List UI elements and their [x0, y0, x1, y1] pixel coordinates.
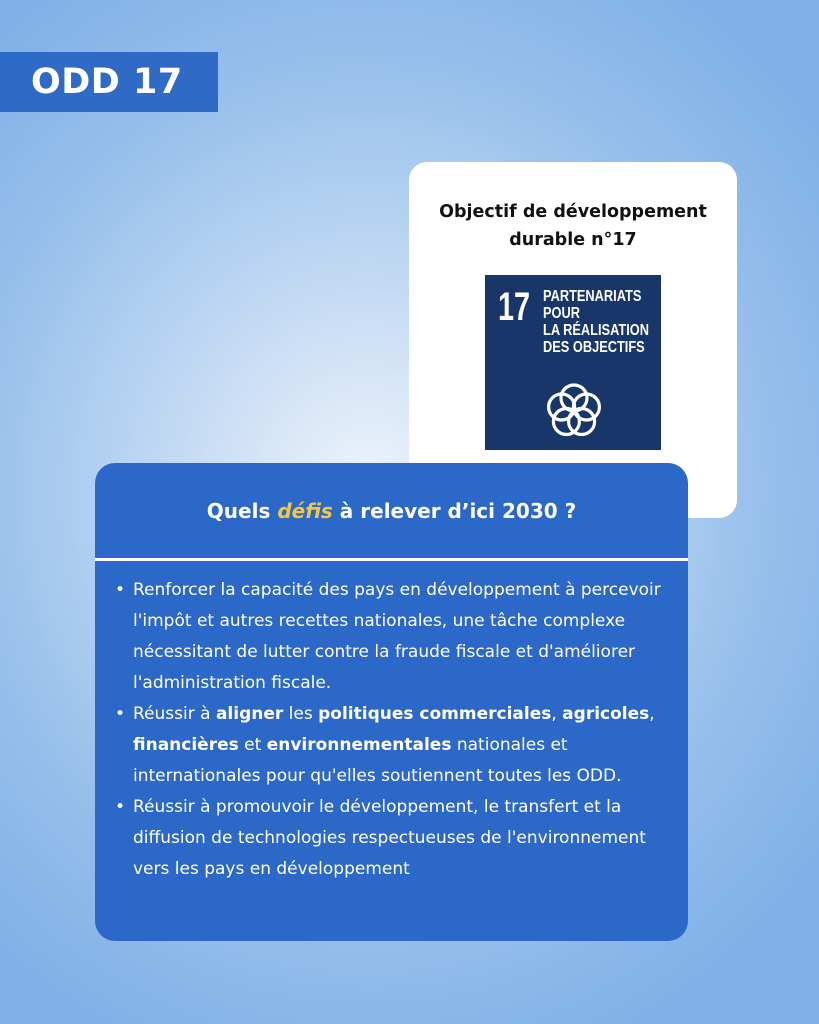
- sdg-label-line-4: DES OBJECTIFS: [543, 339, 645, 356]
- sdg17-flower-emblem-icon: [541, 378, 607, 444]
- list-item-text: Réussir à: [133, 704, 216, 724]
- list-item-text: ,: [551, 704, 563, 724]
- list-item-text: les: [283, 704, 319, 724]
- list-item-bold: environnementales: [266, 735, 452, 755]
- sdg-label-line-3: LA RÉALISATION: [543, 322, 649, 339]
- list-item-text: nationales et internationales pour qu'elles soutiennent toutes les ODD.: [133, 735, 622, 786]
- odd-tag: [0, 52, 218, 112]
- panel-heading-highlight: défis: [277, 498, 333, 523]
- list-item-text: ,: [649, 704, 661, 724]
- card-title: [409, 198, 737, 254]
- card-title-line-2: durable n°17: [509, 230, 637, 250]
- list-item-bold: aligner: [215, 704, 284, 724]
- panel-heading: [95, 463, 688, 558]
- list-item-text: Renforcer la capacité des pays en développement à percevoir l'impôt et autres recettes nationales, une tâche complexe nécessitant de lutter contre la fraude fiscale et d'améliorer l'administration fiscale.: [133, 580, 661, 693]
- challenges-list: [115, 575, 685, 885]
- list-item-bold: agricoles: [562, 704, 650, 724]
- panel-divider: [95, 558, 688, 561]
- sdg-label-line-1: PARTENARIATS: [543, 288, 642, 305]
- list-item-bold: politiques commerciales: [318, 704, 552, 724]
- challenges-panel: [95, 463, 688, 941]
- panel-heading-before: Quels: [206, 498, 278, 523]
- panel-heading-after: à relever d’ici 2030 ?: [332, 498, 577, 523]
- list-item-bold: financières: [133, 735, 239, 755]
- odd-tag-label: ODD 17: [31, 62, 183, 102]
- sdg-label: [543, 288, 655, 356]
- list-item: [115, 792, 685, 885]
- sdg17-tile: [485, 275, 661, 450]
- bullet: •: [115, 704, 126, 724]
- bullet: •: [115, 797, 126, 817]
- sdg-label-line-2: POUR: [543, 305, 580, 322]
- list-item: [115, 699, 685, 792]
- list-item-text: et: [238, 735, 267, 755]
- sdg-number: 17: [498, 285, 531, 329]
- list-item: [115, 575, 685, 699]
- bullet: •: [115, 580, 126, 600]
- list-item-text: Réussir à promouvoir le développement, le transfert et la diffusion de technologies respectueuses de l'environnement vers les pays en développement: [133, 797, 646, 879]
- card-title-line-1: Objectif de développement: [439, 202, 707, 222]
